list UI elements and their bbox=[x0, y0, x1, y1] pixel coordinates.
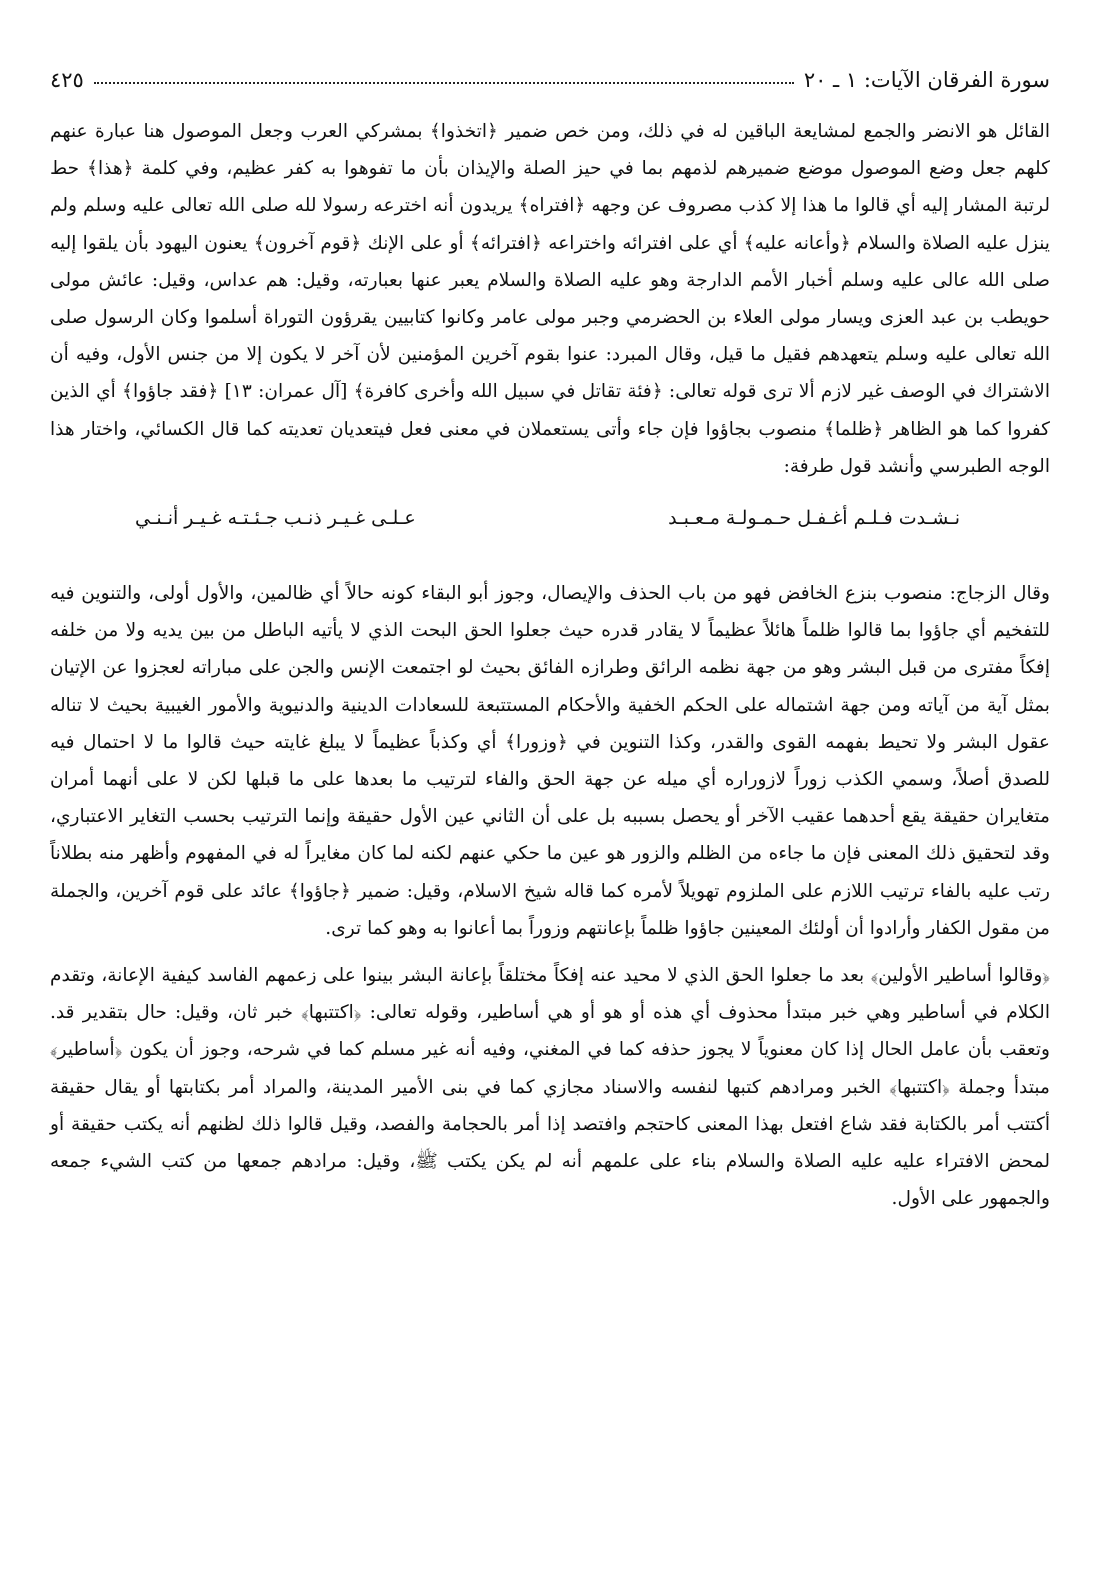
header-dotted-leader bbox=[94, 82, 794, 84]
page-header bbox=[50, 58, 1050, 93]
book-page bbox=[50, 58, 1050, 1217]
verse-right-hemistich: نـشـدت فـلـم أغـفـل حـمـولـة مـعـبـد bbox=[668, 507, 960, 530]
paragraph: وقال الزجاج: منصوب بنزع الخافض فهو من باب الحذف والإيصال، وجوز أبو البقاء كونه حالاً أي ظالمين، والأول أولى، والتنوين فيه للتفخيم أي جاؤوا بما قالوا ظلماً هائلاً عظيماً لا يقادر قدره حيث جعلوا الحق البحت الذي لا يأتيه الباطل من بين يديه ولا من خلفه إفكاً مفترى من قبل البشر وهو من جهة نظمه الرائق وطرازه الفائق بحيث لو اجتمعت الإنس والجن على مباراته لعجزوا عن الإتيان بمثل آية من آياته ومن جهة اشتماله على الحكم الخفية والأحكام المستتبعة للسعادات الدينية والدنيوية والأمور الغيبية بحيث لا تناله عقول البشر ولا تحيط بفهمه القوى والقدر، وكذا التنوين في ﴿وزورا﴾ أي وكذباً عظيماً لا يبلغ غايته حيث قالوا ما لا احتمال فيه للصدق أصلاً، وسمي الكذب زوراً لازوراره أي ميله عن جهة الحق والفاء لترتيب ما بعدها على ما قبلها لكن لا على أنهما أمران متغايران حقيقة يقع أحدهما عقيب الآخر أو يحصل بسببه بل على أن الثاني عين الأول حقيقة وإنما الترتيب بحسب التغاير الاعتباري، وقد لتحقيق ذلك المعنى فإن ما جاءه من الظلم والزور هو عين ما حكي عنهم لكنه لما كان مغايراً له في المفهوم وأظهر منه بطلاناً رتب عليه بالفاء ترتيب اللازم على الملزوم تهويلاً لأمره كما قاله شيخ الاسلام، وقيل: ضمير ﴿جاؤوا﴾ عائد على قوم آخرين، والجملة من مقول الكفار وأرادوا أن أولئك المعينين جاؤوا ظلماً بإعانتهم وزوراً بما أعانوا به وهو كما ترى. bbox=[50, 583, 1050, 939]
paragraph: القائل هو الانضر والجمع لمشايعة الباقين له في ذلك، ومن خص ضمير ﴿اتخذوا﴾ بمشركي العرب وجعل الموصول هنا عبارة عنهم كلهم جعل وضع الموصول موضع ضميرهم لذمهم بما في حيز الصلة والإيذان بأن ما تفوهوا به كفر عظيم، وفي كلمة ﴿هذا﴾ حط لرتبة المشار إليه أي قالوا ما هذا إلا كذب مصروف عن وجهه ﴿افتراه﴾ يريدون أنه اخترعه رسولا لله صلى الله تعالى عليه وسلم ولم ينزل عليه الصلاة والسلام ﴿وأعانه عليه﴾ أي على افترائه واختراعه ﴿افترائه﴾ أو على الإنك ﴿قوم آخرون﴾ يعنون اليهود بأن يلقوا إليه صلى الله عالى عليه وسلم أخبار الأمم الدارجة وهو عليه الصلاة والسلام يعبر عنها بعبارته، وقيل: هم عداس، وقيل: عائش مولى حويطب بن عبد العزى ويسار مولى العلاء بن الحضرمي وجبر مولى عامر وكانوا كتابيين يقرؤون التوراة أسلموا وكان الرسول صلى الله تعالى عليه وسلم يتعهدهم فقيل ما قيل، وقال المبرد: عنوا بقوم آخرين المؤمنين لأن آخر لا يكون إلا من جنس الأول، وفيه أن الاشتراك في الوصف غير لازم ألا ترى قوله تعالى: ﴿فئة تقاتل في سبيل الله وأخرى كافرة﴾ [آل عمران: ١٣] ﴿فقد جاؤوا﴾ أي الذين كفروا كما هو الظاهر ﴿ظلما﴾ منصوب بجاؤوا فإن جاء وأتى يستعملان في معنى فعل فيتعديان تعديته كما قال الكسائي، واختار هذا الوجه الطبرسي وأنشد قول طرفة: bbox=[50, 121, 1050, 477]
verse-left-hemistich: عـلـى غـيـر ذنـب جـئـتـه غـيـر أنـنـي bbox=[135, 507, 416, 530]
running-title: سورة الفرقان الآيات: ١ ـ ٢٠ bbox=[803, 68, 1050, 92]
poetry-verse bbox=[50, 507, 1050, 529]
paragraph: ﴿وقالوا أساطير الأولين﴾ بعد ما جعلوا الحق الذي لا محيد عنه إفكاً مختلقاً بإعانة البشر بينوا على زعمهم الفاسد كيفية الإعانة، وتقدم الكلام في أساطير وهي خبر مبتدأ محذوف أي هذه أو هو أو هي أساطير، وقوله تعالى: ﴿اكتتبها﴾ خبر ثان، وقيل: حال بتقدير قد. وتعقب بأن عامل الحال إذا كان معنوياً لا يجوز حذفه كما في المغني، وفيه أنه غير مسلم كما في شرحه، وجوز أن يكون ﴿أساطير﴾ مبتدأ وجملة ﴿اكتتبها﴾ الخبر ومرادهم كتبها لنفسه والاسناد مجازي كما في بنى الأمير المدينة، والمراد أمر بكتابتها أو يقال حقيقة أكتتب أمر بالكتابة فقد شاع افتعل بهذا المعنى كاحتجم وافتصد إذا أمر بالحجامة والفصد، وقيل قالوا ذلك لظنهم أنه يكتب حقيقة أو لمحض الافتراء عليه عليه الصلاة والسلام بناء على علمهم أنه لم يكن يكتب ﷺ، وقيل: مرادهم جمعها من كتب الشيء جمعه والجمهور على الأول. bbox=[50, 965, 1050, 1210]
page-number: ٤٢٥ bbox=[50, 68, 84, 92]
